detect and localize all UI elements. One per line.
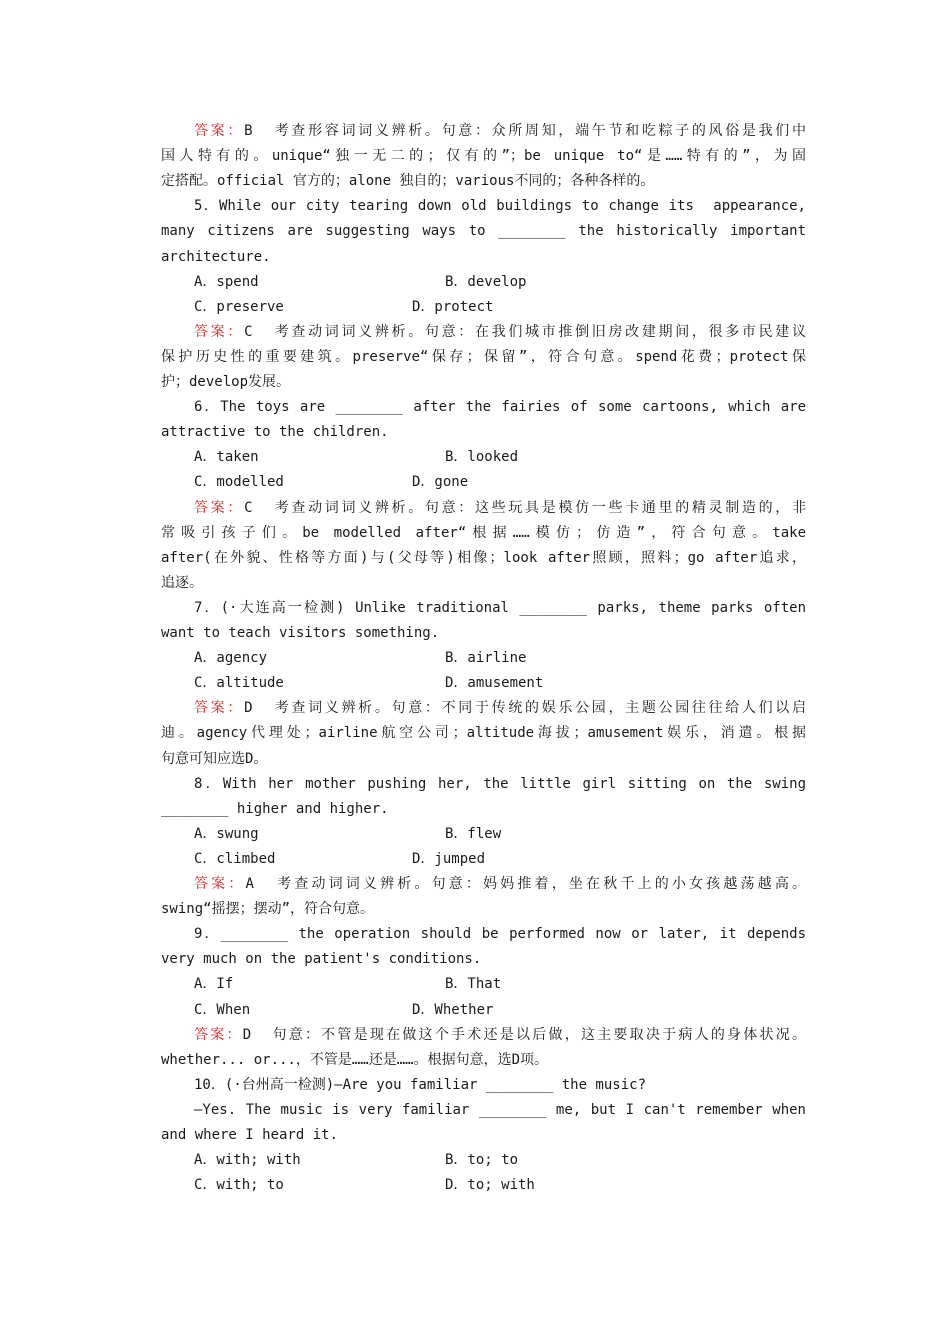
line-text: ________ higher and higher. <box>161 801 389 817</box>
text-line <box>194 395 806 420</box>
answer-option: D．protect <box>412 299 494 315</box>
line-text: attractive to the children. <box>161 424 389 440</box>
line-text: 常吸引孩子们。be modelled after“根据……模仿；仿造”，符合句意。take <box>161 525 806 541</box>
text-line <box>161 546 806 571</box>
answer-option: B．That <box>445 976 502 992</box>
answer-option: C．When <box>194 1002 251 1018</box>
line-text: 10．(·台州高一检测)—Are you familiar ________ the music? <box>194 1077 647 1093</box>
line-text: swing“摇摆；摆动”，符合句意。 <box>161 901 375 917</box>
line-text: D 考查词义辨析。句意：不同于传统的娱乐公园，主题公园往往给人们以启 <box>244 700 806 716</box>
text-line <box>161 621 806 646</box>
line-text: architecture. <box>161 249 271 265</box>
text-line <box>161 144 806 169</box>
answer-label: 答案： <box>194 1027 243 1043</box>
answer-option: B．airline <box>445 650 527 666</box>
answer-explanation-line <box>194 119 806 144</box>
text-line <box>161 571 806 596</box>
line-text: 8．With her mother pushing her, the little girl sitting on the swing <box>194 776 806 792</box>
answer-option: D．amusement <box>445 675 544 691</box>
text-line <box>194 772 806 797</box>
answer-option: D．to; with <box>445 1177 535 1193</box>
line-text: —Yes. The music is very familiar ________ me, but I can't remember when <box>194 1102 806 1118</box>
answer-option: D．gone <box>412 474 469 490</box>
text-line <box>161 219 806 244</box>
line-text: 9．________ the operation should be performed now or later, it depends <box>194 926 806 942</box>
answer-option: C．preserve <box>194 299 284 315</box>
line-text: 护；develop发展。 <box>161 374 291 390</box>
line-text: 7．(·大连高一检测) Unlike traditional ________ parks, theme parks often <box>194 600 806 616</box>
answer-option: B．to; to <box>445 1152 519 1168</box>
answer-label: 答案： <box>194 324 245 340</box>
line-text: D 句意：不管是现在做这个手术还是以后做，这主要取决于病人的身体状况。 <box>242 1027 806 1043</box>
text-line <box>194 1098 806 1123</box>
line-text: C 考查动词词义辨析。句意：在我们城市推倒旧房改建期间，很多市民建议 <box>244 324 806 340</box>
text-line <box>194 596 806 621</box>
text-line <box>161 1123 806 1148</box>
answer-option: C．modelled <box>194 474 284 490</box>
text-line <box>161 721 806 746</box>
text-line <box>161 747 806 772</box>
answer-option: C．altitude <box>194 675 284 691</box>
answer-explanation-line <box>194 1023 806 1048</box>
answer-explanation-line <box>194 496 806 521</box>
text-line <box>194 194 806 219</box>
line-text: very much on the patient's conditions. <box>161 951 482 967</box>
answer-option: A．If <box>194 976 234 992</box>
answer-option: A．spend <box>194 274 259 290</box>
line-text: 5．While our city tearing down old buildings to change its appearance, <box>194 198 806 214</box>
answer-label: 答案： <box>194 700 245 716</box>
text-line <box>161 420 806 445</box>
answer-option: A．with; with <box>194 1152 301 1168</box>
answer-option: C．climbed <box>194 851 276 867</box>
text-line <box>161 1048 806 1073</box>
answer-option: D．jumped <box>412 851 486 867</box>
answer-option: B．flew <box>445 826 502 842</box>
text-line <box>194 922 806 947</box>
line-text: and where I heard it. <box>161 1127 339 1143</box>
answer-option: B．develop <box>445 274 527 290</box>
answer-explanation-line <box>194 872 806 897</box>
text-line <box>161 345 806 370</box>
answer-option: A．taken <box>194 449 259 465</box>
line-text: 6．The toys are ________ after the fairies of some cartoons, which are <box>194 399 806 415</box>
answer-label: 答案： <box>194 500 245 516</box>
line-text: C 考查动词词义辨析。句意：这些玩具是模仿一些卡通里的精灵制造的，非 <box>244 500 806 516</box>
line-text: 保护历史性的重要建筑。preserve“保存；保留”，符合句意。spend花费；protect保 <box>161 349 806 365</box>
text-line <box>194 1073 806 1098</box>
answer-option: D．Whether <box>412 1002 494 1018</box>
line-text: 句意可知应选D。 <box>161 751 268 767</box>
line-text: many citizens are suggesting ways to ________ the historically important <box>161 223 806 239</box>
answer-label: 答案： <box>194 876 246 892</box>
text-line <box>161 370 806 395</box>
line-text: A 考查动词词义辨析。句意：妈妈推着，坐在秋千上的小女孩越荡越高。 <box>245 876 806 892</box>
line-text: 迪。agency代理处；airline航空公司；altitude海拔；amusement娱乐，消遣。根据 <box>161 725 806 741</box>
line-text: want to teach visitors something. <box>161 625 440 641</box>
text-line <box>161 947 806 972</box>
line-text: 追逐。 <box>161 575 203 591</box>
answer-option: B．looked <box>445 449 519 465</box>
line-text: after(在外貌、性格等方面)与(父母等)相像；look after照顾，照料；go after追求， <box>161 550 806 566</box>
answer-option: A．swung <box>194 826 259 842</box>
answer-option: C．with; to <box>194 1177 284 1193</box>
answer-explanation-line <box>194 696 806 721</box>
line-text: 国人特有的。unique“独一无二的；仅有的”；be unique to“是……特有的”，为固 <box>161 148 806 164</box>
text-line <box>161 245 806 270</box>
text-line <box>161 521 806 546</box>
answer-explanation-line <box>194 320 806 345</box>
text-line <box>161 897 806 922</box>
answer-label: 答案： <box>194 123 245 139</box>
text-line <box>161 169 806 194</box>
line-text: B 考查形容词词义辨析。句意：众所周知，端午节和吃粽子的风俗是我们中 <box>244 123 806 139</box>
line-text: 定搭配。official 官方的；alone 独自的；various不同的；各种各样的。 <box>161 173 655 189</box>
answer-option: A．agency <box>194 650 268 666</box>
line-text: whether... or...，不管是……还是……。根据句意，选D项。 <box>161 1052 549 1068</box>
text-line <box>161 797 806 822</box>
